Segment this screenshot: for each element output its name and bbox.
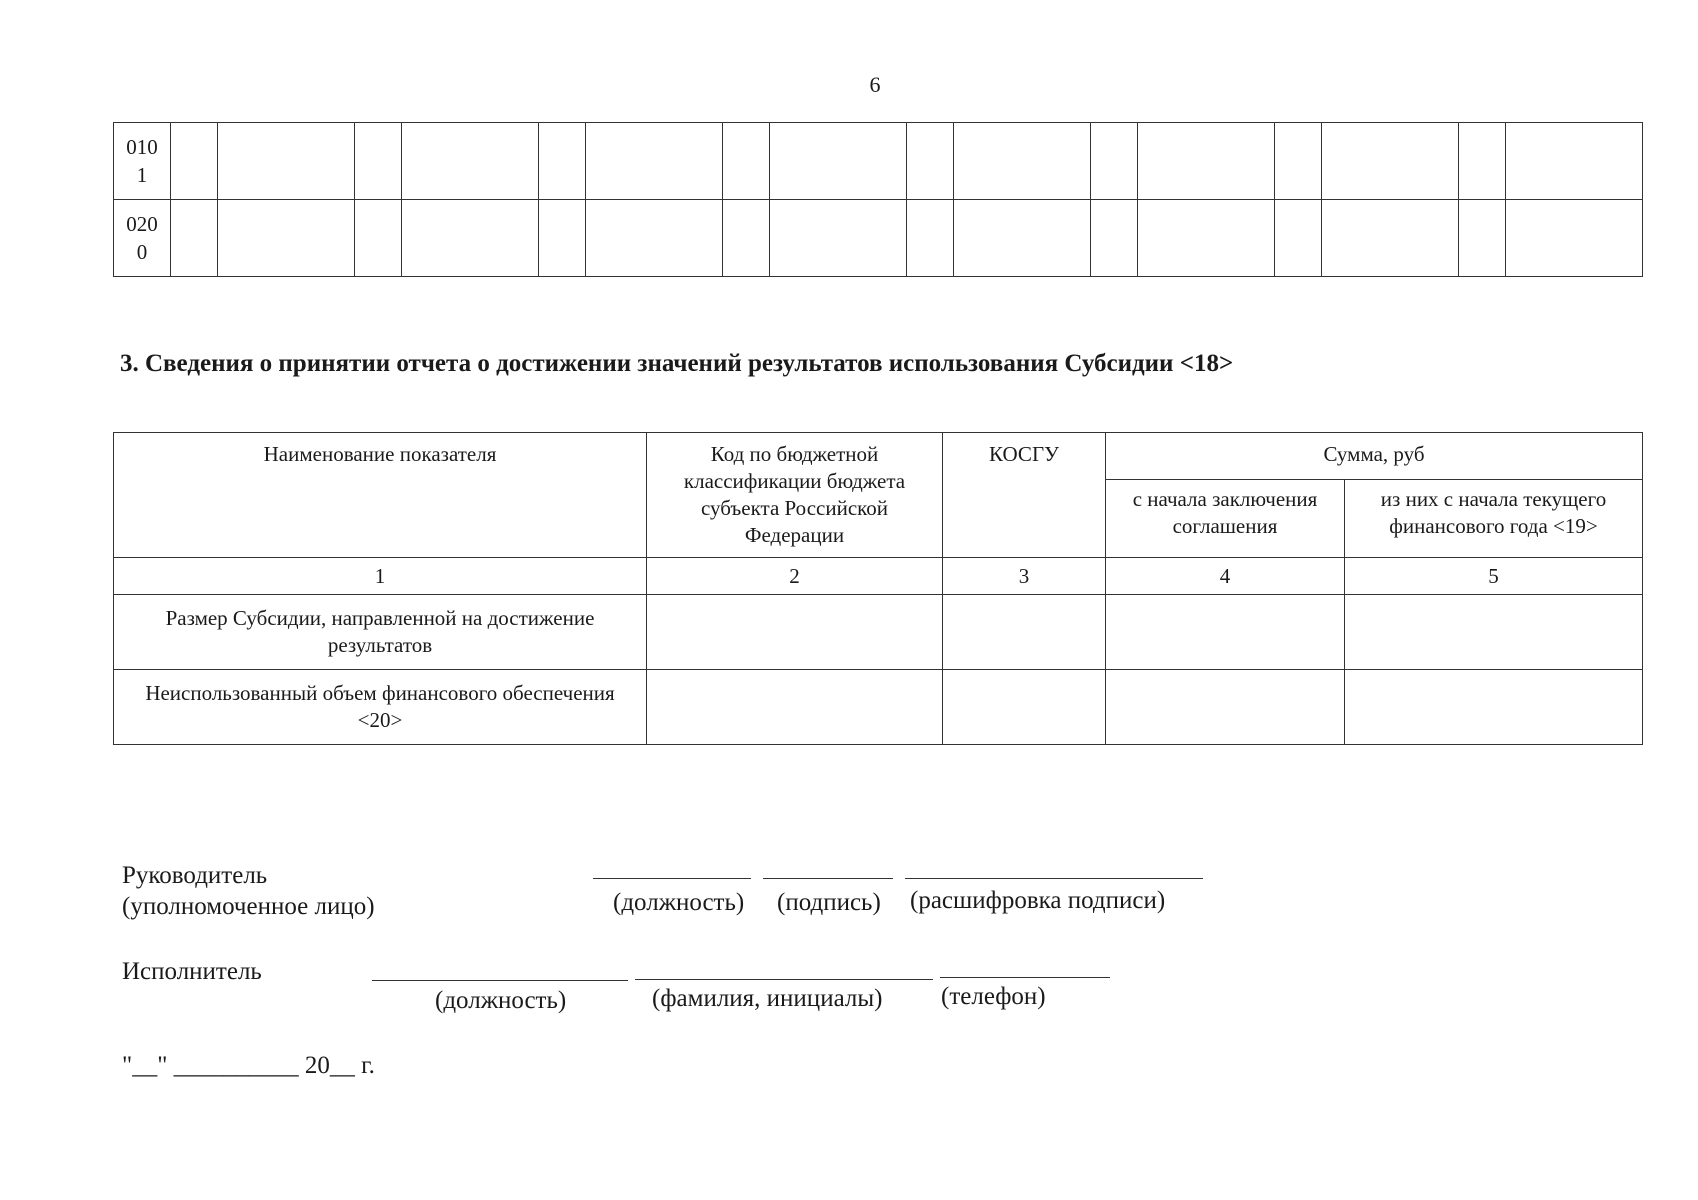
section-title: 3. Сведения о принятии отчета о достижении значений результатов использования Субсидии <18>	[120, 350, 1234, 377]
table-cell[interactable]	[954, 123, 1091, 200]
exec-position-line[interactable]	[372, 980, 628, 981]
table-cell[interactable]	[1275, 200, 1322, 277]
table-cell[interactable]	[943, 670, 1106, 745]
table-cell[interactable]	[218, 123, 355, 200]
head-label: Руководитель	[122, 862, 268, 889]
table-cell[interactable]	[539, 200, 586, 277]
header-since-agreement: с начала заключения соглашения	[1106, 480, 1345, 558]
table-cell[interactable]	[770, 200, 907, 277]
header-budget-code: Код по бюджетной классификации бюджета субъекта Российской Федерации	[647, 433, 943, 558]
table-cell[interactable]	[1322, 123, 1459, 200]
table-cell[interactable]	[943, 595, 1106, 670]
table-cell[interactable]	[1138, 200, 1275, 277]
table-cell[interactable]	[1459, 200, 1506, 277]
table-cell[interactable]	[539, 123, 586, 200]
table-cell[interactable]	[586, 200, 723, 277]
table-cell[interactable]	[723, 123, 770, 200]
row-code-cell	[114, 123, 171, 200]
column-number: 3	[943, 558, 1106, 595]
table-cell[interactable]	[647, 670, 943, 745]
table-cell[interactable]	[1506, 123, 1643, 200]
table-cell[interactable]	[723, 200, 770, 277]
table-header-row	[114, 433, 1643, 480]
date-line[interactable]: "__" __________ 20__ г.	[122, 1052, 375, 1079]
header-sum-group: Сумма, руб	[1106, 433, 1643, 480]
exec-name-caption: (фамилия, инициалы)	[652, 985, 883, 1012]
table-cell[interactable]	[171, 200, 218, 277]
table-cell[interactable]	[1106, 595, 1345, 670]
table-cell[interactable]	[1091, 200, 1138, 277]
exec-phone-line[interactable]	[940, 977, 1110, 978]
row-code-part: 1	[136, 163, 148, 187]
table-cell[interactable]	[355, 200, 402, 277]
table-row	[114, 123, 1643, 200]
table-cell[interactable]	[171, 123, 218, 200]
exec-name-line[interactable]	[635, 979, 933, 980]
table-cell[interactable]	[1091, 123, 1138, 200]
table-row	[114, 200, 1643, 277]
page-number: 6	[869, 72, 881, 97]
table-cell[interactable]	[907, 123, 954, 200]
row-label-unused-volume: Неиспользованный объем финансового обеспечения <20>	[114, 670, 647, 745]
row-code-part: 010	[126, 135, 158, 159]
head-decoding-line[interactable]	[905, 878, 1203, 879]
header-indicator-name: Наименование показателя	[114, 433, 647, 558]
head-decoding-caption: (расшифровка подписи)	[910, 887, 1166, 914]
header-kosgu: КОСГУ	[943, 433, 1106, 558]
table-cell[interactable]	[1138, 123, 1275, 200]
report-table	[113, 432, 1643, 745]
table-row	[114, 595, 1643, 670]
table-cell[interactable]	[218, 200, 355, 277]
column-number: 4	[1106, 558, 1345, 595]
head-signature-line[interactable]	[763, 878, 893, 879]
head-position-caption: (должность)	[613, 889, 745, 916]
table-cell[interactable]	[402, 123, 539, 200]
continuation-table	[113, 122, 1643, 277]
table-cell[interactable]	[1345, 595, 1643, 670]
head-sublabel: (уполномоченное лицо)	[122, 893, 375, 920]
row-label-subsidy-amount: Размер Субсидии, направленной на достижение результатов	[114, 595, 647, 670]
exec-phone-caption: (телефон)	[941, 983, 1046, 1010]
table-cell[interactable]	[586, 123, 723, 200]
table-cell[interactable]	[907, 200, 954, 277]
exec-position-caption: (должность)	[435, 987, 567, 1014]
table-cell[interactable]	[1275, 123, 1322, 200]
table-row	[114, 670, 1643, 745]
header-since-year: из них с начала текущего финансового года <19>	[1345, 480, 1643, 558]
table-cell[interactable]	[647, 595, 943, 670]
table-cell[interactable]	[770, 123, 907, 200]
executor-label: Исполнитель	[122, 958, 262, 985]
table-cell[interactable]	[1459, 123, 1506, 200]
row-code-part: 020	[126, 212, 158, 236]
table-cell[interactable]	[1322, 200, 1459, 277]
table-cell[interactable]	[355, 123, 402, 200]
head-position-line[interactable]	[593, 878, 751, 879]
table-number-row	[114, 558, 1643, 595]
head-signature-caption: (подпись)	[777, 889, 881, 916]
column-number: 1	[114, 558, 647, 595]
column-number: 5	[1345, 558, 1643, 595]
table-cell[interactable]	[1506, 200, 1643, 277]
row-code-part: 0	[136, 240, 148, 264]
table-cell[interactable]	[954, 200, 1091, 277]
column-number: 2	[647, 558, 943, 595]
table-cell[interactable]	[402, 200, 539, 277]
table-cell[interactable]	[1345, 670, 1643, 745]
row-code-cell	[114, 200, 171, 277]
table-cell[interactable]	[1106, 670, 1345, 745]
